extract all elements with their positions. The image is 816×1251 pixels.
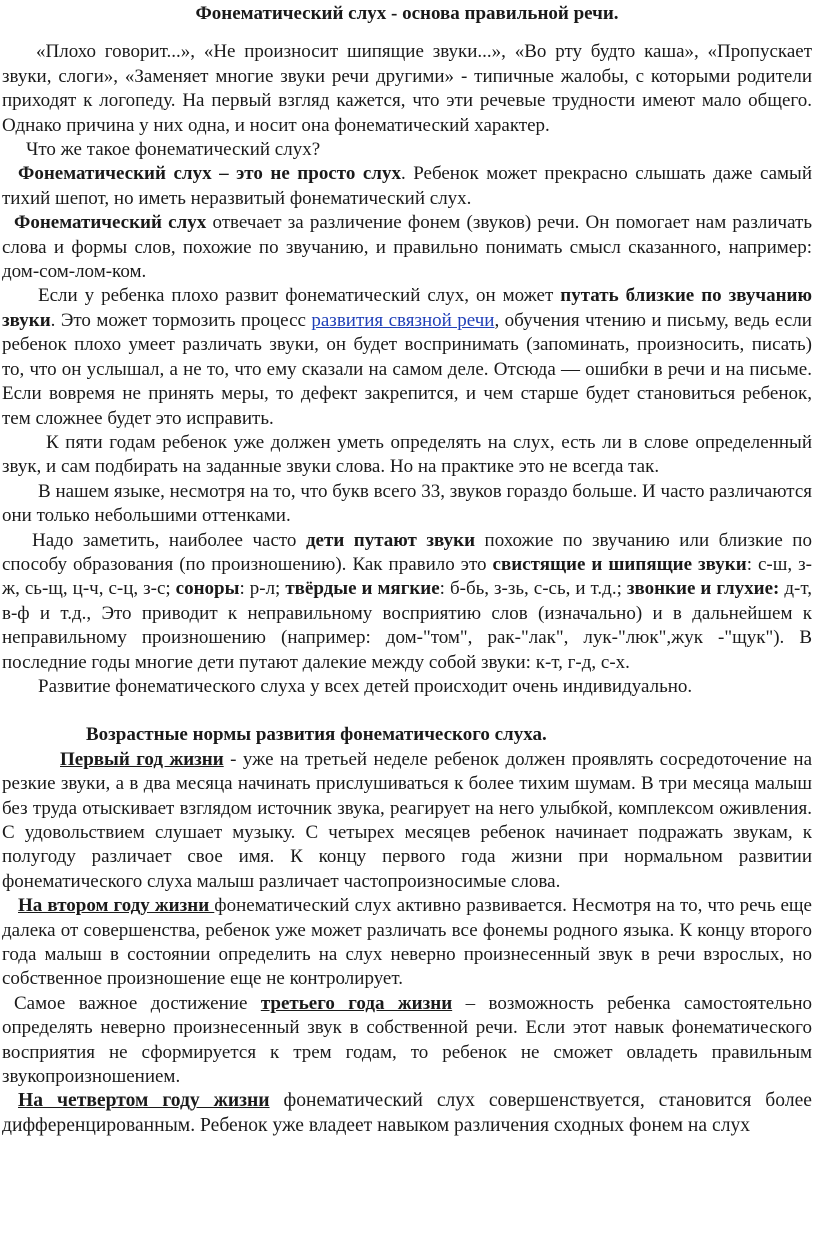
bold-phrase: Фонематический слух [14, 212, 207, 234]
year-heading: На втором году жизни [18, 895, 215, 917]
paragraph-first-year: Первый год жизни - уже на третьей неделе ребенок должен проявлять сосредоточение на резкие звуки, а в два месяца начинать прислушиваться к более тихим шумам. В три месяца малыш без труда отыскивает взглядом источник звука, реагирует на него улыбкой, комплексом оживления. С удовольствием слушает музыку. С четырех месяцев ребенок начинает подражать звукам, к полугоду различает свое имя. К концу первого года жизни при нормальном развитии фонематического слуха малыш различает частопроизносимые слова. [2, 748, 812, 892]
paragraph-function: Фонематический слух отвечает за различение фонем (звуков) речи. Он помогает нам различать слова и формы слов, похожие по звучанию, и правильно понимать смысл сказанного, например: дом-сом-лом-ком. [2, 212, 812, 283]
bold-phrase: Фонематический слух – это не просто слух [18, 163, 401, 185]
section-heading: Возрастные нормы развития фонематического слуха. [86, 724, 547, 746]
paragraph-definition: Фонематический слух – это не просто слух. Ребенок может прекрасно слышать даже самый тихий шепот, но иметь неразвитый фонематический слух. [2, 163, 812, 209]
bold-phrase: путать близкие по звучанию звуки [2, 285, 812, 331]
year-heading: Первый год жизни [60, 748, 224, 770]
document-title: Фонематический слух - основа правильной речи. [195, 3, 619, 24]
spacer [2, 699, 812, 723]
speech-development-link[interactable]: развития связной речи [311, 309, 495, 331]
paragraph-second-year: На втором году жизни фонематический слух активно развивается. Несмотря на то, что речь еще далека от совершенства, ребенок уже может различать все фонемы родного языка. К концу второго года малыш в состоянии определить на слух неверно произнесенный звук в речи взрослых, но собственное произношение еще не контролирует. [2, 895, 812, 990]
paragraph-question: Что же такое фонематический слух? [26, 139, 321, 161]
paragraph-individual: Развитие фонематического слуха у всех детей происходит очень индивидуально. [38, 675, 693, 697]
paragraph-fourth-year: На четвертом году жизни фонематический слух совершенствуется, становится более дифференцированным. Ребенок уже владеет навыком различения сходных фонем на слух [2, 1090, 812, 1136]
year-heading: третьего года жизни [260, 992, 453, 1014]
paragraph-language: В нашем языке, несмотря на то, что букв всего 33, звуков гораздо больше. И часто различаются они только небольшими оттенками. [2, 480, 812, 527]
paragraph-confusions: Надо заметить, наиболее часто дети путают звуки похожие по звучанию или близкие по способу образования (по произношению). Как правило это свистящие и шипящие звуки: с-ш, з-ж, сь-щ, ц-ч, с-ц, з-с; соноры: р-л; твёрдые и мягкие: б-бь, з-зь, с-сь, и т.д.; звонкие и глухие: д-т, в-ф и т.д., Это приводит к неправильному восприятию слов (изначально) и в дальнейшем к неправильному произношению (например: дом-"том", рак-"лак", лук-"люк",жук -"щук"). В последние годы многие дети путают далекие между собой звуки: к-т, г-д, с-х. [2, 529, 812, 673]
paragraph-third-year: Самое важное достижение третьего года жизни – возможность ребенка самостоятельно определять неверно произнесенный звук в собственной речи. Если этот навык фонематического восприятия не сформируется к трем годам, то ребенок не сможет овладеть правильным звукопроизношением. [2, 992, 812, 1088]
paragraph-age-five: К пяти годам ребенок уже должен уметь определять на слух, есть ли в слове определенный звук, и сам подбирать на заданные звуки слова. Но на практике это не всегда так. [2, 431, 812, 478]
paragraph-intro: «Плохо говорит...», «Не произносит шипящие звуки...», «Во рту будто каша», «Пропускает звуки, слоги», «Заменяет многие звуки речи другими» - типичные жалобы, с которыми родители приходят к логопеду. На первый взгляд кажется, что эти речевые трудности имеют мало общего. Однако причина у них одна, и носит она фонематический характер. [2, 41, 812, 136]
paragraph-consequences: Если у ребенка плохо развит фонематический слух, он может путать близкие по звучанию звуки. Это может тормозить процесс развития связной речи, обучения чтению и письму, ведь если ребенок плохо умеет различать звуки, он будет воспринимать (запоминать, произносить, писать) то, что он услышал, а не то, что ему сказали на самом деле. Отсюда — ошибки в речи и на письме. Если вовремя не принять меры, то дефект закрепится, и чем старше будет становиться ребенок, тем сложнее будет это исправить. [2, 285, 812, 429]
year-heading: На четвертом году жизни [18, 1090, 270, 1112]
